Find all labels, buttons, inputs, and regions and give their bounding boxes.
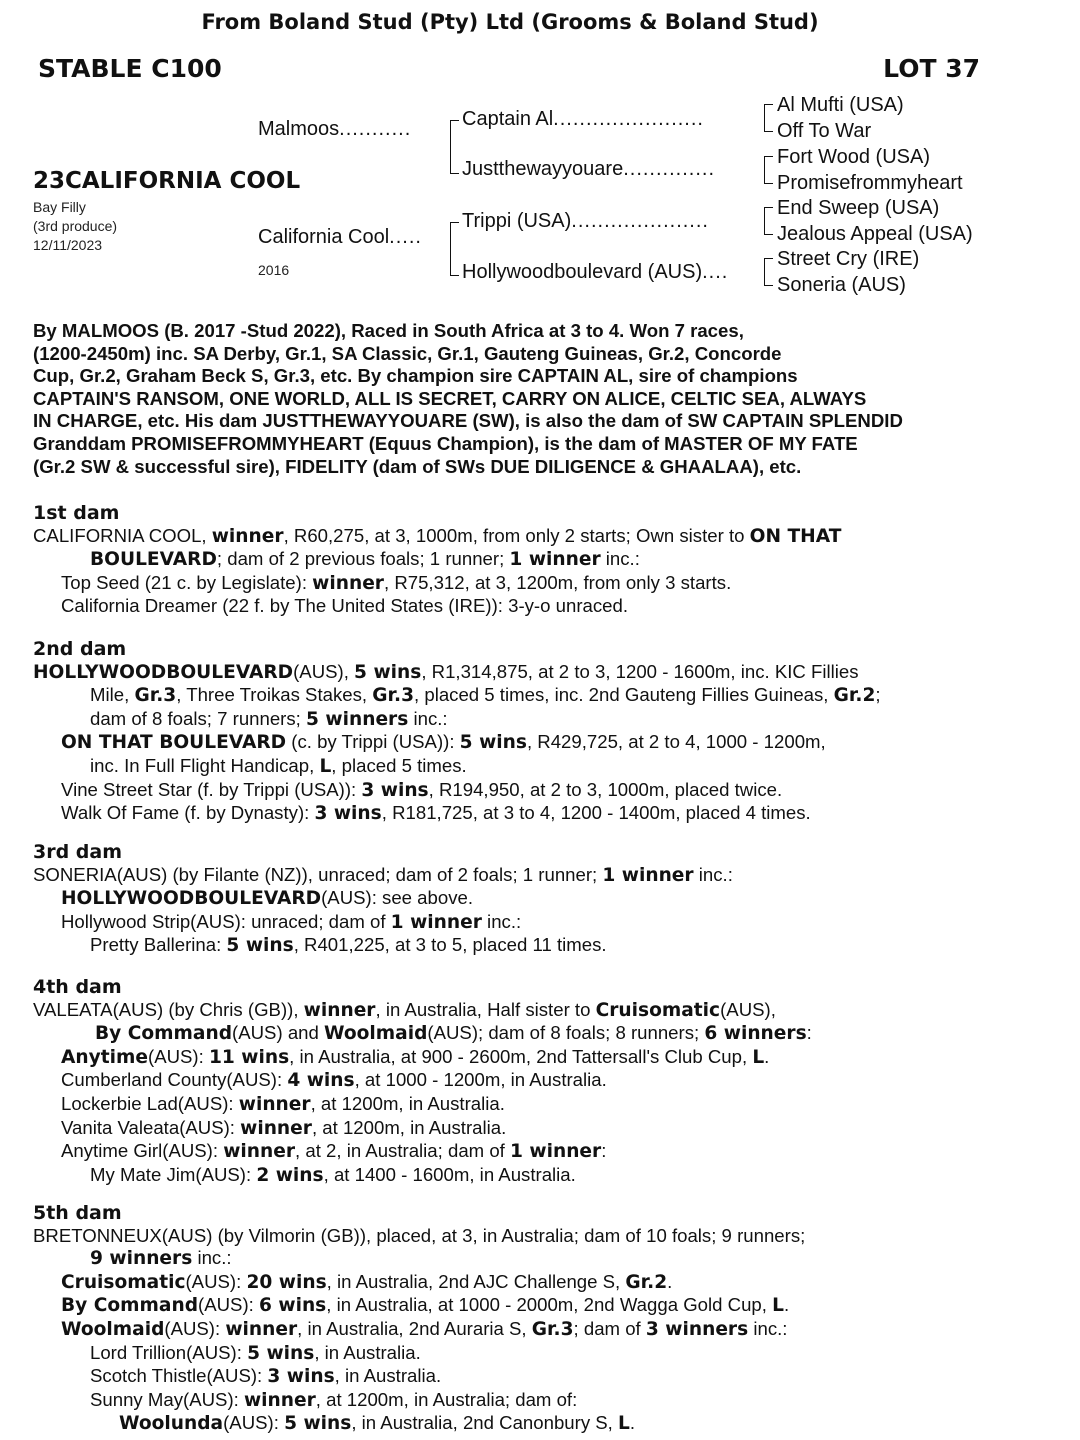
emphasis-text: winner (243, 1389, 316, 1411)
bracket-gen3-4 (764, 258, 773, 286)
vendor-line: From Boland Stud (Pty) Ltd (Grooms & Boland Stud) (201, 10, 819, 34)
entry-text: inc.: (408, 707, 448, 729)
entry-text: (AUS): (164, 1317, 226, 1339)
pedigree-sire: Malmoos........... (258, 118, 412, 140)
section-title: 1st dam (33, 502, 120, 524)
entry-text: : (601, 1140, 607, 1162)
entry-text: (AUS): (148, 1045, 209, 1067)
emphasis-text: 20 wins (246, 1271, 327, 1293)
bracket-gen3-1 (764, 104, 773, 132)
emphasis-text: 5 wins (247, 1342, 315, 1364)
emphasis-text: Gr.3 (134, 685, 177, 707)
pedigree-entry-line (33, 864, 1063, 888)
emphasis-text: BOULEVARD (90, 549, 217, 571)
entry-text: , in Australia, 2nd Canonbury S, (351, 1412, 619, 1434)
pedigree-entry-line (33, 1365, 1063, 1389)
emphasis-text: L (752, 1046, 765, 1068)
entry-text: CALIFORNIA COOL, (33, 524, 212, 546)
emphasis-text: HOLLYWOODBOULEVARD (61, 888, 322, 910)
emphasis-text: L (618, 1413, 630, 1435)
pedigree-entry-line (33, 525, 1063, 549)
pedigree-gen2-4: Hollywoodboulevard (AUS).... (462, 261, 729, 283)
entry-text: inc.: (192, 1247, 232, 1269)
emphasis-text: 9 winners (90, 1248, 193, 1270)
emphasis-text: 5 wins (226, 935, 294, 957)
entry-text: Lord Trillion(AUS): (90, 1341, 248, 1363)
entry-text: (AUS): (198, 1294, 259, 1316)
entry-text: , in Australia, at 900 - 2600m, 2nd Tattersall's Club Cup, (289, 1045, 753, 1067)
entry-text: , R194,950, at 2 to 3, 1000m, placed twice. (428, 778, 783, 800)
emphasis-text: 5 winners (306, 708, 409, 730)
pedigree-entry-line (33, 595, 1063, 618)
section-1st-dam (33, 502, 1063, 618)
pedigree-gen2-2: Justthewayyouare.............. (462, 158, 715, 180)
emphasis-text: 1 winner (510, 1141, 602, 1163)
section-title: 5th dam (33, 1202, 122, 1224)
entry-text: . (629, 1412, 636, 1434)
pedigree-entry-line (33, 1412, 1063, 1436)
pedigree-entry-line (33, 1271, 1063, 1295)
emphasis-text: HOLLYWOODBOULEVARD (33, 661, 294, 683)
pedigree-entry-line (33, 887, 1063, 911)
emphasis-text: L (772, 1295, 784, 1317)
entry-text: Hollywood Strip(AUS): unraced; dam of (61, 910, 391, 932)
horse-name: 23CALIFORNIA COOL (33, 168, 301, 194)
pedigree-gen3-3: Fort Wood (USA) (777, 146, 930, 168)
description-line: Granddam PROMISEFROMMYHEART (Equus Champion), is the dam of MASTER OF MY FATE (33, 432, 858, 454)
pedigree-entry-line (33, 708, 1063, 732)
pedigree-entry-line (33, 1389, 1063, 1413)
entry-text: , at 1200m, in Australia. (311, 1116, 507, 1138)
emphasis-text: Woolunda (119, 1413, 224, 1435)
entry-text: Anytime Girl(AUS): (61, 1140, 224, 1162)
entry-text: Walk Of Fame (f. by Dynasty): (61, 802, 315, 824)
entry-text: Cumberland County(AUS): (61, 1069, 288, 1091)
description-line: Cup, Gr.2, Graham Beck S, Gr.3, etc. By champion sire CAPTAIN AL, sire of champions (33, 365, 798, 387)
emphasis-text: winner (303, 999, 376, 1021)
entry-text: . (667, 1270, 673, 1292)
description-line: IN CHARGE, etc. His dam JUSTTHEWAYYOUARE (SW), is also the dam of SW CAPTAIN SPLENDID (33, 410, 903, 432)
pedigree-gen3-4: Promisefrommyheart (777, 172, 963, 194)
pedigree-entry-line (33, 1140, 1063, 1164)
entry-text: inc.: (693, 863, 733, 885)
pedigree-entry-line (33, 1247, 1063, 1271)
pedigree-entry-line (33, 572, 1063, 596)
pedigree-entry-line (33, 1117, 1063, 1141)
section-title: 4th dam (33, 976, 122, 998)
entry-text: . (764, 1045, 770, 1067)
pedigree-entry-line (33, 1022, 1063, 1046)
entry-text: , placed 5 times. (331, 754, 467, 776)
entry-text: inc.: (748, 1317, 788, 1339)
pedigree-gen3-5: End Sweep (USA) (777, 197, 940, 219)
entry-text: BRETONNEUX(AUS) (by Vilmorin (GB)), placed, at 3, in Australia; dam of 10 foals; 9 runners; (33, 1224, 806, 1246)
pedigree-entry-line (33, 1164, 1063, 1188)
emphasis-text: Gr.3 (372, 685, 415, 707)
pedigree-entry-line (33, 779, 1063, 803)
entry-text: Mile, (90, 684, 135, 706)
pedigree-gen2-3: Trippi (USA)..................... (462, 210, 709, 232)
entry-text: SONERIA(AUS) (by Filante (NZ)), unraced; dam of 2 foals; 1 runner; (33, 863, 603, 885)
entry-text: : (806, 1022, 812, 1044)
emphasis-text: Anytime (61, 1046, 148, 1068)
horse-produce: (3rd produce) (33, 218, 118, 234)
pedigree-entry-line (33, 1342, 1063, 1366)
pedigree-gen3-6: Jealous Appeal (USA) (777, 223, 973, 245)
entry-text: , R181,725, at 3 to 4, 1200 - 1400m, placed 4 times. (381, 802, 811, 824)
entry-text: , R401,225, at 3 to 5, placed 11 times. (293, 934, 607, 956)
section-4th-dam (33, 976, 1063, 1187)
entry-text: , at 2, in Australia; dam of (295, 1140, 510, 1162)
emphasis-text: 4 wins (287, 1070, 355, 1092)
pedigree-entry-line (33, 661, 1063, 685)
pedigree-gen2-1: Captain Al....................... (462, 108, 704, 130)
emphasis-text: By Command (61, 1295, 199, 1317)
emphasis-text: By Command (95, 1023, 233, 1045)
entry-text: Lockerbie Lad(AUS): (61, 1092, 239, 1114)
entry-text: , R75,312, at 3, 1200m, from only 3 starts. (383, 571, 732, 593)
emphasis-text: 3 wins (314, 803, 382, 825)
bracket-gen3-3 (764, 207, 773, 235)
emphasis-text: winner (240, 1117, 312, 1139)
pedigree-entry-line (33, 999, 1063, 1023)
stable-number: STABLE C100 (38, 54, 222, 83)
entry-text: dam of 8 foals; 7 runners; (90, 707, 307, 729)
section-title: 2nd dam (33, 638, 127, 660)
emphasis-text: 6 winners (704, 1023, 807, 1045)
entry-text: Top Seed (21 c. by Legislate): (61, 571, 313, 593)
emphasis-text: winner (223, 1141, 296, 1163)
entry-text: inc.: (600, 548, 640, 570)
entry-text: ; dam of (573, 1317, 646, 1339)
emphasis-text: winner (225, 1318, 298, 1340)
description-line: By MALMOOS (B. 2017 -Stud 2022), Raced in South Africa at 3 to 4. Won 7 races, (33, 320, 744, 341)
pedigree-entry-line (33, 1318, 1063, 1342)
horse-dob: 12/11/2023 (33, 237, 103, 253)
entry-text: inc. In Full Flight Handicap, (90, 754, 320, 776)
entry-text: (AUS), (720, 998, 776, 1020)
lot-number: LOT 37 (883, 54, 980, 83)
entry-text: ; dam of 2 previous foals; 1 runner; (216, 548, 510, 570)
emphasis-text: 1 winner (602, 864, 694, 886)
entry-text: , R1,314,875, at 2 to 3, 1200 - 1600m, inc. KIC Fillies (421, 660, 859, 682)
emphasis-text: Gr.2 (625, 1271, 668, 1293)
entry-text: , at 1400 - 1600m, in Australia. (323, 1163, 576, 1185)
emphasis-text: Cruisomatic (595, 999, 721, 1021)
entry-text: (AUS) and (232, 1022, 325, 1044)
entry-text: . (783, 1294, 790, 1316)
entry-text: , at 1200m, in Australia; dam of: (315, 1388, 578, 1410)
pedigree-entry-line (33, 1225, 1063, 1248)
bracket-dam (450, 222, 459, 276)
emphasis-text: winner (211, 525, 284, 547)
pedigree-entry-line (33, 755, 1063, 779)
emphasis-text: 3 wins (361, 779, 429, 801)
entry-text: (AUS): (223, 1412, 285, 1434)
entry-text: inc.: (481, 910, 522, 932)
emphasis-text: winner (312, 572, 384, 594)
pedigree-entry-line (33, 1294, 1063, 1318)
entry-text: , R429,725, at 2 to 4, 1000 - 1200m, (526, 731, 826, 753)
emphasis-text: 2 wins (256, 1164, 324, 1186)
description-line: (Gr.2 SW & successful sire), FIDELITY (dam of SWs DUE DILIGENCE & GHAALAA), etc. (33, 455, 802, 477)
entry-text: , at 1200m, in Australia. (310, 1092, 505, 1114)
entry-text: My Mate Jim(AUS): (90, 1163, 257, 1185)
bracket-sire (450, 120, 459, 174)
pedigree-entry-line (33, 934, 1063, 958)
pedigree-entry-line (33, 1046, 1063, 1070)
pedigree-entry-line (33, 802, 1063, 826)
horse-sex: Bay Filly (33, 199, 86, 215)
pedigree-gen3-7: Street Cry (IRE) (777, 248, 920, 270)
entry-text: (AUS): (185, 1270, 247, 1292)
entry-text: Pretty Ballerina: (90, 934, 227, 956)
emphasis-text: L (319, 755, 332, 777)
emphasis-text: 5 wins (459, 732, 527, 754)
entry-text: , in Australia, 2nd AJC Challenge S, (326, 1270, 626, 1292)
entry-text: (AUS), (293, 660, 355, 682)
pedigree-entry-line (33, 548, 1063, 572)
pedigree-dam-year: 2016 (258, 262, 290, 278)
entry-text: , Three Troikas Stakes, (176, 684, 373, 706)
entry-text: , in Australia. (334, 1365, 442, 1387)
entry-text: Sunny May(AUS): (90, 1388, 244, 1410)
description-line: CAPTAIN'S RANSOM, ONE WORLD, ALL IS SECRET, CARRY ON ALICE, CELTIC SEA, ALWAYS (33, 387, 867, 409)
emphasis-text: 3 winners (645, 1318, 749, 1340)
pedigree-entry-line (33, 911, 1063, 935)
emphasis-text: 5 wins (284, 1413, 352, 1435)
section-title: 3rd dam (33, 841, 123, 863)
emphasis-text: Cruisomatic (61, 1271, 186, 1293)
emphasis-text: 1 winner (390, 911, 482, 933)
emphasis-text: 5 wins (354, 661, 422, 683)
entry-text: VALEATA(AUS) (by Chris (GB)), (33, 998, 304, 1020)
pedigree-dam: California Cool..... (258, 226, 422, 248)
emphasis-text: Woolmaid (324, 1023, 428, 1045)
emphasis-text: 11 wins (208, 1046, 290, 1068)
pedigree-entry-line (33, 731, 1063, 755)
emphasis-text: 3 wins (267, 1366, 335, 1388)
entry-text: Vine Street Star (f. by Trippi (USA)): (61, 778, 362, 800)
emphasis-text: Gr.3 (531, 1318, 574, 1340)
description-line: (1200-2450m) inc. SA Derby, Gr.1, SA Classic, Gr.1, Gauteng Guineas, Gr.2, Concorde (33, 342, 782, 364)
pedigree-entry-line (33, 1093, 1063, 1117)
bracket-gen3-2 (764, 156, 773, 184)
section-3rd-dam (33, 841, 1063, 958)
pedigree-gen3-2: Off To War (777, 120, 872, 142)
emphasis-text: ON THAT (749, 525, 842, 547)
emphasis-text: Woolmaid (61, 1318, 165, 1340)
entry-text: Vanita Valeata(AUS): (61, 1116, 241, 1138)
entry-text: , in Australia, 2nd Auraria S, (297, 1317, 532, 1339)
emphasis-text: Gr.2 (833, 685, 876, 707)
entry-text: , placed 5 times, inc. 2nd Gauteng Fillies Guineas, (414, 684, 834, 706)
section-5th-dam (33, 1202, 1063, 1436)
entry-text: , R60,275, at 3, 1000m, from only 2 starts; Own sister to (283, 524, 750, 546)
pedigree-entry-line (33, 1069, 1063, 1093)
emphasis-text: 6 wins (258, 1295, 327, 1317)
pedigree-entry-line (33, 684, 1063, 708)
entry-text: California Dreamer (22 f. by The United States (IRE)): 3-y-o unraced. (61, 595, 628, 617)
emphasis-text: ON THAT BOULEVARD (61, 732, 287, 754)
entry-text: , in Australia, Half sister to (375, 998, 596, 1020)
section-2nd-dam (33, 638, 1063, 826)
sire-description (33, 320, 903, 478)
entry-text: , in Australia, at 1000 - 2000m, 2nd Wagga Gold Cup, (326, 1294, 773, 1316)
pedigree-gen3-8: Soneria (AUS) (777, 274, 906, 296)
emphasis-text: 1 winner (509, 549, 601, 571)
pedigree-gen3-1: Al Mufti (USA) (777, 94, 904, 116)
entry-text: Scotch Thistle(AUS): (90, 1365, 268, 1387)
entry-text: , at 1000 - 1200m, in Australia. (354, 1069, 607, 1091)
entry-text: (AUS): see above. (321, 887, 474, 909)
entry-text: (c. by Trippi (USA)): (286, 731, 460, 753)
entry-text: ; (875, 684, 881, 706)
entry-text: (AUS); dam of 8 foals; 8 runners; (427, 1022, 705, 1044)
entry-text: , in Australia. (314, 1341, 421, 1363)
emphasis-text: winner (238, 1093, 311, 1115)
